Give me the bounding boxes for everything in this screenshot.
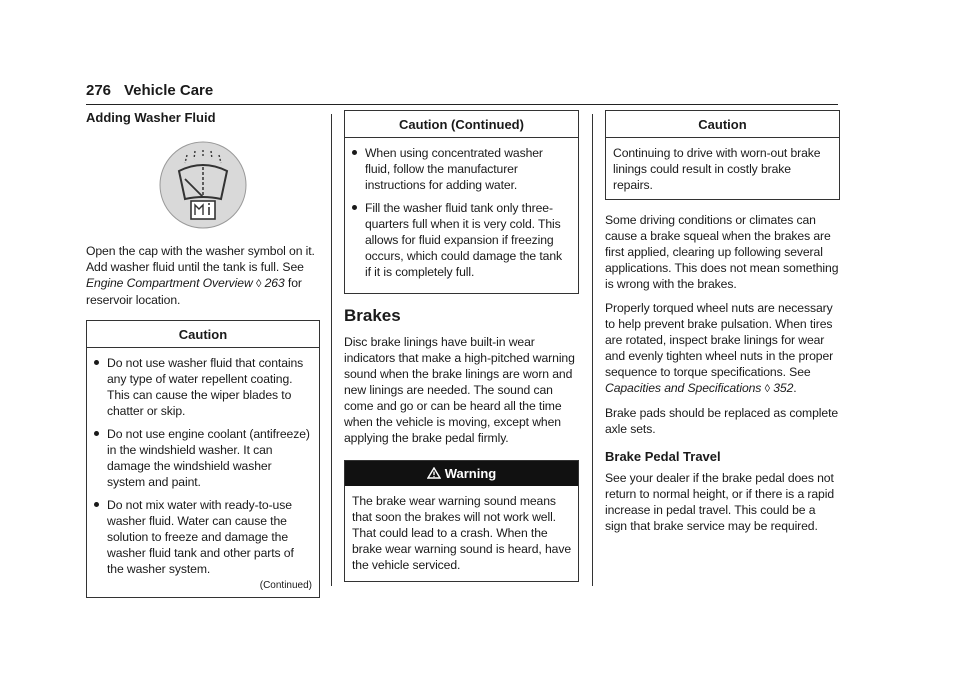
washer-caution-box — [86, 320, 320, 598]
page-header — [86, 82, 838, 105]
capacities-link[interactable]: Capacities and Specifications — [605, 381, 762, 395]
engine-compartment-link[interactable]: Engine Compartment Overview — [86, 276, 253, 290]
caution-item-text: Do not use washer fluid that contains any type of water repellent coating. This can cause the wiper blades to chatter or skip. — [107, 356, 304, 418]
caution-text: Continuing to drive with worn-out brake linings could result in costly brake repairs. — [613, 146, 821, 192]
continued-note: (Continued) — [259, 580, 312, 591]
warning-text: The brake wear warning sound means that soon the brakes will not work well. That could lead to a crash. When the brake wear warning sound is heard, have the vehicle serviced. — [352, 494, 571, 572]
engine-compartment-page-ref[interactable]: 263 — [264, 276, 285, 290]
wheel-nuts-paragraph — [605, 300, 840, 397]
caution-item — [94, 355, 312, 419]
caution-item — [352, 145, 571, 193]
brakes-paragraph: Disc brake linings have built-in wear indicators that make a high-pitched warning sound when the brake linings are worn and new linings are needed. The sound can come and go or can be heard all the time when the vehicle is moving, except when applying the brake pedal firmly. — [344, 335, 575, 445]
caution-item-text: Fill the washer fluid tank only three-quarters full when it is very cold. This allows for fluid expansion if freezing occurs, which could damage the tank if it is completely full. — [365, 201, 563, 279]
caution-item — [94, 497, 312, 577]
wheel-nuts-suffix: . — [793, 381, 797, 395]
brake-squeal-paragraph: Some driving conditions or climates can cause a brake squeal when the brakes are first applied, clearing up following several applications. This does not mean something is wrong with the brakes. — [605, 213, 839, 291]
column-divider — [592, 114, 593, 586]
brake-pedal-paragraph: See your dealer if the brake pedal does not return to normal height, or if there is a rapid increase in pedal travel. This could be a sign that brake service may be required. — [605, 471, 835, 533]
warning-title-bar — [345, 461, 578, 486]
caution-title: Caution — [87, 327, 319, 348]
brake-caution-box — [605, 110, 840, 200]
column-3 — [605, 110, 840, 534]
washer-fluid-symbol-icon — [159, 141, 247, 229]
caution-item-text: When using concentrated washer fluid, follow the manufacturer instructions for adding water. — [365, 146, 543, 192]
brake-warning-box — [344, 460, 579, 582]
warning-triangle-icon — [427, 467, 441, 479]
brake-pads-paragraph: Brake pads should be replaced as complete axle sets. — [605, 406, 839, 436]
warning-title: Warning — [444, 466, 497, 481]
caution-item — [94, 426, 312, 490]
caution-item-text: Do not mix water with ready-to-use washer fluid. Water can cause the solution to freeze and damage the washer fluid tank and other parts of the washer system. — [107, 498, 294, 576]
column-2 — [344, 110, 579, 582]
washer-fluid-intro — [86, 243, 320, 308]
caution-item-text: Do not use engine coolant (antifreeze) in the windshield washer. It can damage the windshield washer system and paint. — [107, 427, 310, 489]
caution-title: Caution — [606, 117, 839, 138]
brake-pedal-travel-heading: Brake Pedal Travel — [605, 449, 721, 464]
adding-washer-fluid-heading: Adding Washer Fluid — [86, 110, 216, 125]
caution-continued-title: Caution (Continued) — [345, 117, 578, 138]
page-ref-arrow-icon: ◊ — [255, 278, 262, 290]
washer-icon-container — [86, 141, 320, 229]
bullet-icon — [352, 150, 357, 155]
column-1 — [86, 110, 320, 598]
page-ref-arrow-icon: ◊ — [764, 383, 770, 395]
bullet-icon — [352, 205, 357, 210]
caution-continued-box — [344, 110, 579, 294]
brakes-heading: Brakes — [344, 306, 401, 325]
intro-suffix: for reservoir location. — [86, 276, 302, 307]
wheel-nuts-text: Properly torqued wheel nuts are necessary to help prevent brake pulsation. When tires are rotated, inspect brake linings for wear and evenly tighten wheel nuts in the proper sequence to torque specifications. See — [605, 301, 834, 379]
page-number: 276 — [86, 82, 112, 99]
section-title: Vehicle Care — [124, 82, 214, 99]
bullet-icon — [94, 431, 99, 436]
caution-item — [352, 200, 571, 280]
bullet-icon — [94, 360, 99, 365]
bullet-icon — [94, 502, 99, 507]
intro-text: Open the cap with the washer symbol on it. Add washer fluid until the tank is full. See — [86, 244, 315, 274]
capacities-page-ref[interactable]: 352 — [773, 381, 794, 395]
column-divider — [331, 114, 332, 586]
